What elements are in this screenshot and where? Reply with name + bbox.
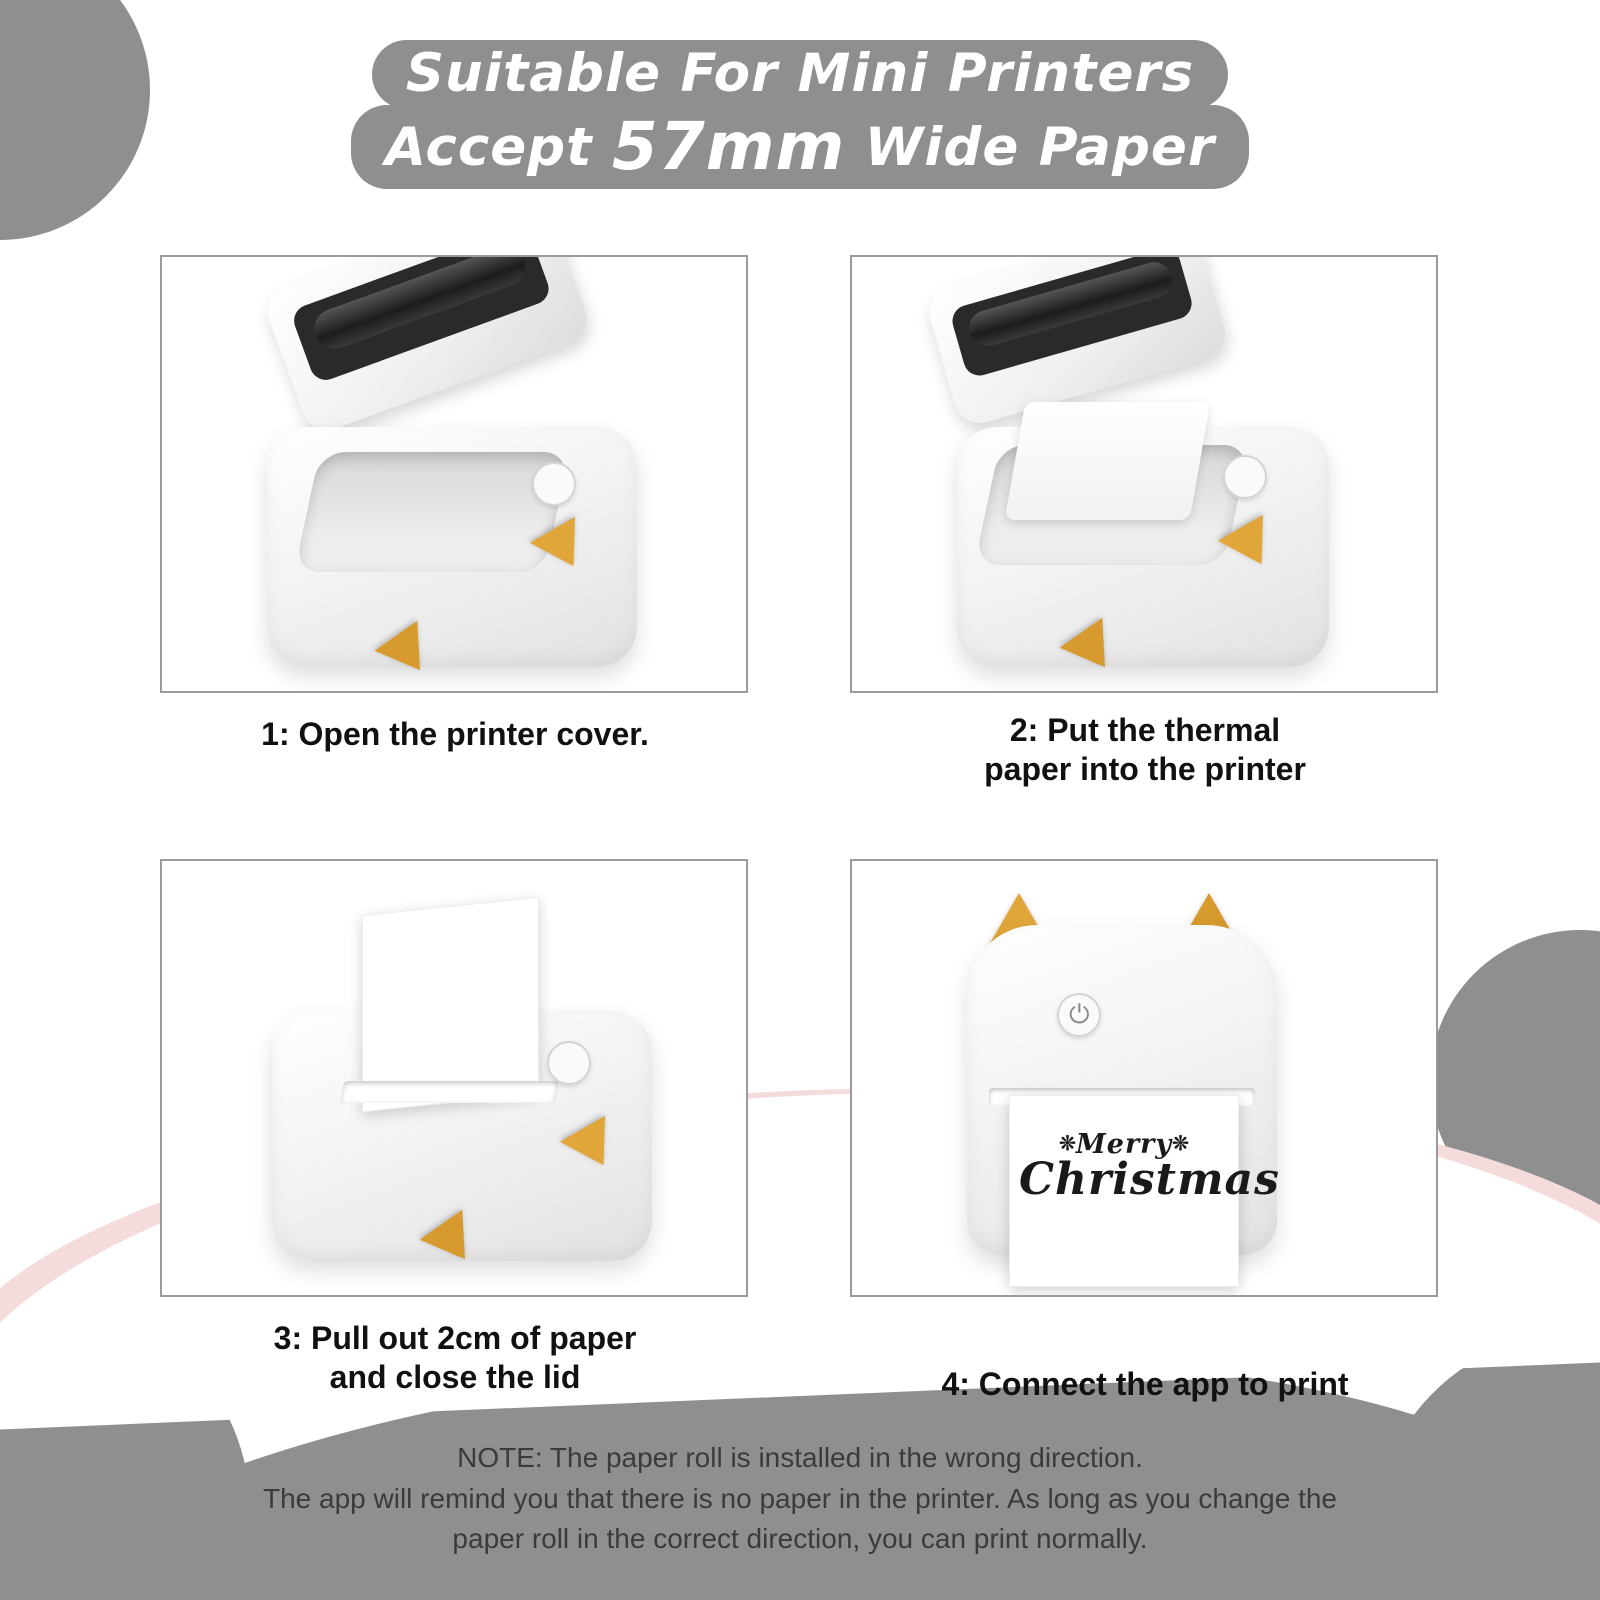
step-4-image xyxy=(850,859,1438,1297)
printer-illustration-printing xyxy=(957,883,1357,1283)
printer-illustration-paper-inserted xyxy=(927,277,1367,677)
step-2-caption-line-2: paper into the printer xyxy=(984,751,1306,788)
printed-label-christmas: Christmas xyxy=(1019,1154,1280,1206)
step-1-caption-line-1: 1: Open the printer cover. xyxy=(261,716,649,752)
header-line-1: Suitable For Mini Printers xyxy=(372,40,1228,109)
step-1 xyxy=(160,255,750,789)
step-3-caption xyxy=(160,1319,750,1397)
step-3-image xyxy=(160,859,748,1297)
step-1-image xyxy=(160,255,748,693)
header-line-2-suffix: Wide Paper xyxy=(845,116,1215,178)
note-line-1: NOTE: The paper roll is installed in the wrong direction. xyxy=(457,1442,1143,1473)
step-3-caption-line-1: 3: Pull out 2cm of paper xyxy=(273,1320,637,1357)
printer-illustration-open-empty xyxy=(242,277,672,677)
header-line-2-highlight: 57mm xyxy=(611,107,846,185)
snowflake-icon-right: ❊ xyxy=(1172,1131,1189,1156)
note-line-2: The app will remind you that there is no paper in the printer. As long as you change the xyxy=(263,1482,1337,1514)
note-block xyxy=(90,1438,1510,1560)
printer-paper-compartment xyxy=(294,452,570,572)
step-2-caption-line-1: 2: Put the thermal xyxy=(1009,712,1281,748)
step-2 xyxy=(850,255,1440,789)
steps-grid xyxy=(0,255,1600,1404)
step-2-image xyxy=(850,255,1438,693)
power-icon: ⏻ xyxy=(1069,999,1090,1030)
step-3-caption-line-2: and close the lid xyxy=(329,1359,581,1396)
paper-exit-slot xyxy=(340,1081,560,1103)
power-button[interactable] xyxy=(532,462,576,506)
thermal-paper-roll xyxy=(1005,402,1211,520)
step-4-caption xyxy=(850,1365,1440,1404)
step-4 xyxy=(850,859,1440,1404)
note-line-3: paper roll in the correct direction, you can print normally. xyxy=(452,1523,1148,1555)
step-2-caption xyxy=(850,711,1440,789)
power-button[interactable] xyxy=(547,1041,591,1085)
snowflake-icon-left: ❊ xyxy=(1059,1131,1076,1156)
step-1-caption xyxy=(160,715,750,754)
printed-label-merry: Merry xyxy=(1075,1129,1173,1161)
step-4-caption-line-1: 4: Connect the app to print xyxy=(941,1366,1349,1403)
steps-row-top xyxy=(0,255,1600,789)
steps-row-bottom xyxy=(0,859,1600,1404)
printer-illustration-pull-paper xyxy=(247,891,677,1281)
header-line-2 xyxy=(351,105,1249,189)
printer-lid xyxy=(261,255,594,437)
step-3 xyxy=(160,859,750,1404)
header-banner xyxy=(300,40,1300,195)
header-line-2-prefix: Accept xyxy=(385,116,612,178)
power-button[interactable] xyxy=(1223,455,1267,499)
printed-label-text xyxy=(1019,1129,1280,1206)
